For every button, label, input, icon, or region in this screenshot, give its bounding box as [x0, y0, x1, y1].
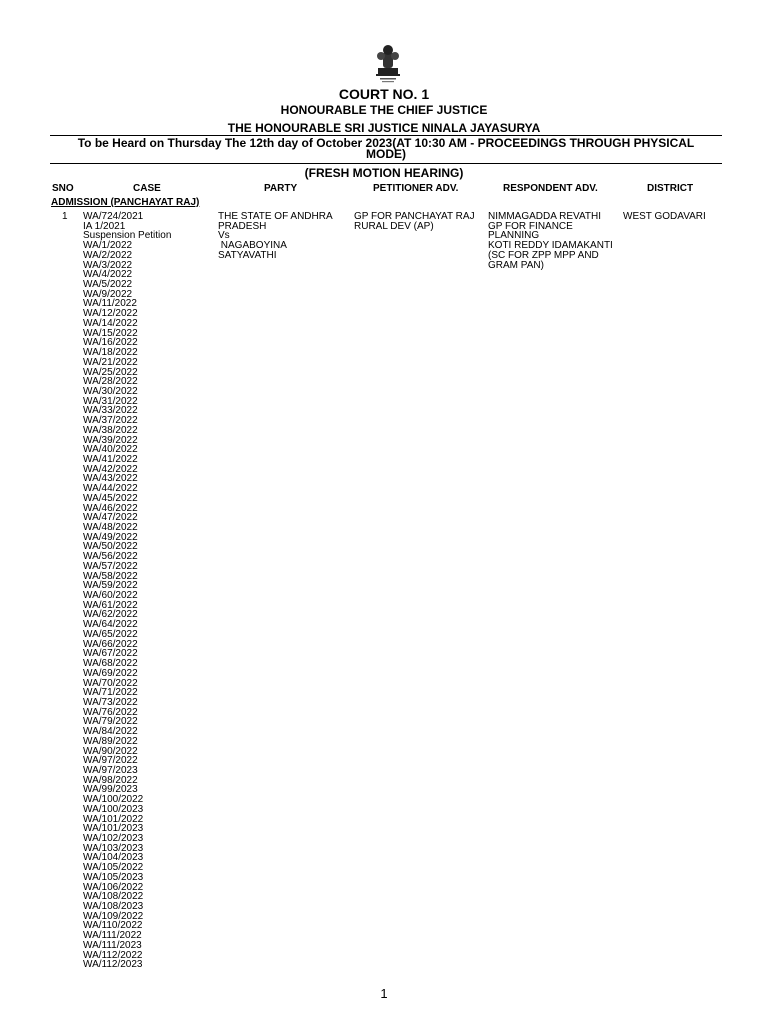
- case-number: WA/61/2022: [83, 599, 138, 611]
- column-header-sno: SNO: [52, 183, 74, 194]
- case-number: WA/5/2022: [83, 279, 133, 291]
- district-cell: WEST GODAVARI: [623, 211, 706, 222]
- respondent-adv-cell: NIMMAGADDA REVATHI GP FOR FINANCE PLANNING KOTI REDDY IDAMAKANTI (SC FOR ZPP MPP AND GRAM PAN): [488, 211, 613, 271]
- column-header-case: CASE: [133, 183, 161, 194]
- case-number: WA/68/2022: [83, 658, 138, 670]
- case-number: WA/9/2022: [83, 288, 133, 300]
- case-number: WA/111/2022: [83, 930, 142, 942]
- case-number: WA/42/2022: [83, 463, 138, 475]
- case-number: WA/25/2022: [83, 366, 138, 378]
- case-number: WA/64/2022: [83, 619, 138, 631]
- case-number: WA/59/2022: [83, 580, 138, 592]
- case-number: WA/100/2023: [83, 803, 144, 815]
- case-number: WA/89/2022: [83, 735, 138, 747]
- case-number: WA/111/2023: [83, 939, 142, 951]
- state-emblem-icon: [370, 44, 406, 86]
- case-number: WA/73/2022: [83, 696, 138, 708]
- case-number: WA/69/2022: [83, 667, 138, 679]
- case-number: WA/11/2022: [83, 298, 137, 310]
- column-header-respondent: RESPONDENT ADV.: [503, 183, 598, 194]
- case-number: WA/33/2022: [83, 405, 138, 417]
- case-number: WA/108/2022: [83, 891, 144, 903]
- case-number: WA/106/2022: [83, 881, 144, 893]
- case-number: WA/38/2022: [83, 424, 138, 436]
- case-number: WA/44/2022: [83, 483, 138, 495]
- case-number: WA/62/2022: [83, 609, 138, 621]
- case-number: WA/1/2022: [83, 240, 133, 252]
- case-number: WA/66/2022: [83, 638, 138, 650]
- case-number: WA/60/2022: [83, 590, 138, 602]
- court-number: COURT NO. 1: [338, 86, 430, 102]
- hearing-line-2: MODE): [366, 147, 406, 161]
- petitioner-adv-cell: GP FOR PANCHAYAT RAJ RURAL DEV (AP): [354, 211, 475, 232]
- row-sno: 1: [62, 211, 68, 222]
- case-number: WA/112/2022: [83, 949, 143, 961]
- case-number: WA/12/2022: [83, 308, 138, 320]
- case-number: WA/14/2022: [83, 317, 138, 329]
- case-number: WA/15/2022: [83, 327, 138, 339]
- case-number: WA/46/2022: [83, 502, 138, 514]
- case-number: WA/49/2022: [83, 531, 138, 543]
- case-number: WA/99/2023: [83, 784, 138, 796]
- case-number: WA/97/2023: [83, 764, 138, 776]
- case-number: WA/112/2023: [83, 959, 143, 971]
- case-number: WA/3/2022: [83, 259, 133, 271]
- case-number: WA/31/2022: [83, 395, 138, 407]
- case-number: WA/30/2022: [83, 385, 138, 397]
- case-number: WA/57/2022: [83, 560, 138, 572]
- case-number: WA/37/2022: [83, 415, 138, 427]
- column-header-petitioner: PETITIONER ADV.: [373, 183, 459, 194]
- case-number: WA/105/2022: [83, 862, 144, 874]
- case-number: WA/71/2022: [83, 687, 138, 699]
- case-list: [83, 212, 171, 970]
- case-number: WA/45/2022: [83, 492, 138, 504]
- case-number: Suspension Petition: [83, 230, 172, 242]
- section-title: ADMISSION (PANCHAYAT RAJ): [51, 197, 200, 208]
- case-number: WA/39/2022: [83, 434, 138, 446]
- case-number: WA/84/2022: [83, 726, 138, 738]
- case-number: WA/43/2022: [83, 473, 138, 485]
- judge-line-1: HONOURABLE THE CHIEF JUSTICE: [280, 103, 488, 117]
- case-number: WA/79/2022: [83, 716, 138, 728]
- case-number: WA/16/2022: [83, 337, 138, 349]
- case-number: WA/4/2022: [83, 269, 133, 281]
- column-header-party: PARTY: [264, 183, 298, 194]
- column-header-district: DISTRICT: [647, 183, 694, 194]
- case-number: WA/103/2023: [83, 842, 144, 854]
- case-number: WA/102/2023: [83, 833, 144, 844]
- case-number: WA/100/2022: [83, 794, 144, 806]
- case-number: WA/48/2022: [83, 522, 138, 533]
- case-number: WA/47/2022: [83, 512, 138, 524]
- case-number: WA/50/2022: [83, 541, 138, 553]
- case-number: WA/101/2023: [83, 823, 144, 835]
- case-number: WA/58/2022: [83, 570, 138, 582]
- case-number: WA/98/2022: [83, 774, 138, 786]
- case-number: IA 1/2021: [83, 220, 126, 232]
- hearing-type: (FRESH MOTION HEARING): [304, 166, 464, 180]
- hearing-line-1: To be Heard on Thursday The 12th day of October 2023(AT 10:30 AM - PROCEEDINGS THROUGH PHYSICAL: [77, 136, 695, 150]
- case-number: WA/70/2022: [83, 677, 138, 689]
- case-number: WA/101/2022: [83, 813, 144, 825]
- case-number: WA/28/2022: [83, 376, 138, 388]
- bottom-divider: [50, 163, 722, 164]
- case-number: WA/2/2022: [83, 249, 133, 261]
- case-number: WA/67/2022: [83, 648, 138, 660]
- case-number: WA/108/2023: [83, 901, 144, 913]
- case-number: WA/41/2022: [83, 453, 138, 465]
- case-number: WA/76/2022: [83, 706, 138, 718]
- judge-line-2: THE HONOURABLE SRI JUSTICE NINALA JAYASURYA: [227, 121, 541, 135]
- case-number: WA/18/2022: [83, 347, 138, 359]
- case-number: WA/65/2022: [83, 628, 138, 640]
- case-number: WA/110/2022: [83, 920, 143, 932]
- case-number: WA/90/2022: [83, 745, 138, 757]
- case-number: WA/105/2023: [83, 871, 144, 883]
- page-number: 1: [380, 986, 388, 1001]
- case-number: WA/724/2021: [83, 211, 144, 222]
- case-number: WA/21/2022: [83, 356, 138, 368]
- party-cell: THE STATE OF ANDHRA PRADESH Vs NAGABOYINA SATYAVATHI: [218, 211, 333, 261]
- hearing-details: [50, 138, 722, 160]
- case-number: WA/56/2022: [83, 551, 138, 563]
- case-number: WA/97/2022: [83, 755, 138, 767]
- case-number: WA/109/2022: [83, 910, 144, 922]
- case-number: WA/104/2023: [83, 852, 144, 864]
- case-number: WA/40/2022: [83, 444, 138, 456]
